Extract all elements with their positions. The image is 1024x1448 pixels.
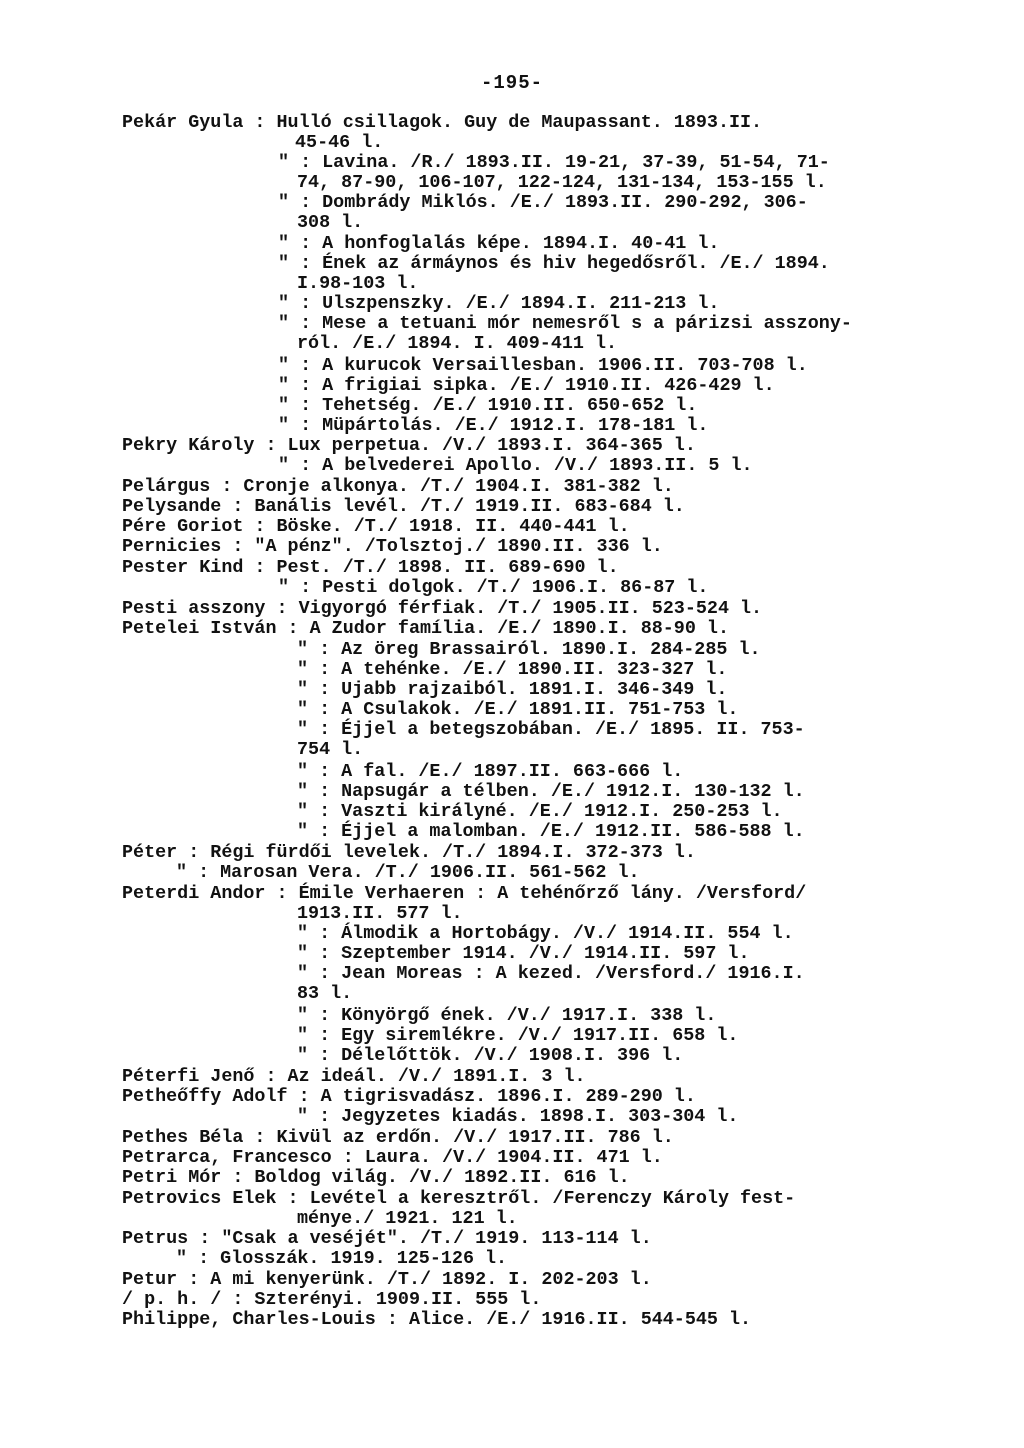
entry-line: " : A fal. /E./ 1897.II. 663-666 l.	[297, 761, 684, 782]
entry-line: Pekry Károly : Lux perpetua. /V./ 1893.I. 364-365 l.	[122, 435, 696, 456]
entry-line: Pére Goriot : Böske. /T./ 1918. II. 440-441 l.	[122, 516, 630, 537]
entry-line: " : Glosszák. 1919. 125-126 l.	[176, 1248, 508, 1269]
entry-line: 1913.II. 577 l.	[297, 903, 463, 924]
entry-line: Pernicies : "A pénz". /Tolsztoj./ 1890.II. 336 l.	[122, 536, 663, 557]
entry-line: " : Az öreg Brassairól. 1890.I. 284-285 l.	[297, 639, 761, 660]
entry-line: " : Müpártolás. /E./ 1912.I. 178-181 l.	[278, 415, 709, 436]
entry-line: Petrarca, Francesco : Laura. /V./ 1904.II. 471 l.	[122, 1147, 663, 1168]
entry-line: " : Marosan Vera. /T./ 1906.II. 561-562 l.	[176, 862, 640, 883]
page-number: -195-	[480, 72, 543, 94]
entry-line: Petrovics Elek : Levétel a keresztről. /Ferenczy Károly fest-	[122, 1188, 796, 1209]
entry-line: " : Egy siremlékre. /V./ 1917.II. 658 l.	[297, 1025, 739, 1046]
entry-line: " : A kurucok Versaillesban. 1906.II. 703-708 l.	[278, 355, 808, 376]
entry-line: " : Mese a tetuani mór nemesről s a párizsi asszony-	[278, 313, 852, 334]
entry-line: Petheőffy Adolf : A tigrisvadász. 1896.I. 289-290 l.	[122, 1086, 696, 1107]
entry-line: 83 l.	[297, 983, 353, 1004]
entry-line: " : Jegyzetes kiadás. 1898.I. 303-304 l.	[297, 1106, 739, 1127]
entry-line: " : Éjjel a betegszobában. /E./ 1895. II. 753-	[297, 719, 805, 740]
entry-line: Philippe, Charles-Louis : Alice. /E./ 1916.II. 544-545 l.	[122, 1309, 752, 1330]
entry-line: I.98-103 l.	[297, 273, 419, 294]
entry-line: " : Éjjel a malomban. /E./ 1912.II. 586-588 l.	[297, 821, 805, 842]
entry-line: " : Szeptember 1914. /V./ 1914.II. 597 l.	[297, 943, 750, 964]
entry-line: " : Napsugár a télben. /E./ 1912.I. 130-132 l.	[297, 781, 805, 802]
entry-line: Petur : A mi kenyerünk. /T./ 1892. I. 202-203 l.	[122, 1269, 652, 1290]
entry-line: Pekár Gyula : Hulló csillagok. Guy de Maupassant. 1893.II.	[122, 112, 763, 133]
entry-line: 74, 87-90, 106-107, 122-124, 131-134, 153-155 l.	[297, 172, 827, 193]
entry-line: " : A Csulakok. /E./ 1891.II. 751-753 l.	[297, 699, 739, 720]
entry-line: " : Vaszti királyné. /E./ 1912.I. 250-253 l.	[297, 801, 783, 822]
entry-line: " : Lavina. /R./ 1893.II. 19-21, 37-39, 51-54, 71-	[278, 152, 830, 173]
entry-line: " : Tehetség. /E./ 1910.II. 650-652 l.	[278, 395, 698, 416]
entry-line: Péterfi Jenő : Az ideál. /V./ 1891.I. 3 l.	[122, 1066, 586, 1087]
entry-line: ménye./ 1921. 121 l.	[297, 1208, 518, 1229]
entry-line: Petri Mór : Boldog világ. /V./ 1892.II. 616 l.	[122, 1167, 630, 1188]
entry-line: ról. /E./ 1894. I. 409-411 l.	[297, 333, 618, 354]
entry-line: Pester Kind : Pest. /T./ 1898. II. 689-690 l.	[122, 557, 619, 578]
entry-line: " : Könyörgő ének. /V./ 1917.I. 338 l.	[297, 1005, 717, 1026]
entry-line: " : A frigiai sipka. /E./ 1910.II. 426-429 l.	[278, 375, 775, 396]
entry-line: " : Ének az ármáynos és hiv hegedősről. /E./ 1894.	[278, 253, 830, 274]
entry-line: " : Jean Moreas : A kezed. /Versford./ 1916.I.	[297, 963, 805, 984]
entry-line: Pelysande : Banális levél. /T./ 1919.II. 683-684 l.	[122, 496, 685, 517]
entry-line: Pesti asszony : Vigyorgó férfiak. /T./ 1905.II. 523-524 l.	[122, 598, 763, 619]
entry-line: " : A honfoglalás képe. 1894.I. 40-41 l.	[278, 233, 720, 254]
entry-line: " : A tehénke. /E./ 1890.II. 323-327 l.	[297, 659, 728, 680]
entry-line: Peterdi Andor : Émile Verhaeren : A tehénőrző lány. /Versford/	[122, 883, 807, 904]
entry-line: " : Dombrády Miklós. /E./ 1893.II. 290-292, 306-	[278, 192, 808, 213]
entry-line: Petrus : "Csak a veséjét". /T./ 1919. 113-114 l.	[122, 1228, 652, 1249]
entry-line: " : Délelőttök. /V./ 1908.I. 396 l.	[297, 1045, 684, 1066]
entry-line: Pelárgus : Cronje alkonya. /T./ 1904.I. 381-382 l.	[122, 476, 674, 497]
entry-line: Péter : Régi fürdői levelek. /T./ 1894.I. 372-373 l.	[122, 842, 696, 863]
entry-line: / p. h. / : Szterényi. 1909.II. 555 l.	[122, 1289, 542, 1310]
entry-line: " : Ulszpenszky. /E./ 1894.I. 211-213 l.	[278, 293, 720, 314]
entry-line: " : Pesti dolgok. /T./ 1906.I. 86-87 l.	[278, 577, 709, 598]
entry-line: 308 l.	[297, 212, 364, 233]
entry-line: Pethes Béla : Kivül az erdőn. /V./ 1917.II. 786 l.	[122, 1127, 674, 1148]
entry-line: " : A belvederei Apollo. /V./ 1893.II. 5 l.	[278, 455, 753, 476]
entry-line: " : Álmodik a Hortobágy. /V./ 1914.II. 554 l.	[297, 923, 794, 944]
entry-line: 45-46 l.	[295, 132, 384, 153]
entry-line: 754 l.	[297, 739, 364, 760]
entry-line: Petelei István : A Zudor família. /E./ 1890.I. 88-90 l.	[122, 618, 729, 639]
entry-line: " : Ujabb rajzaiból. 1891.I. 346-349 l.	[297, 679, 728, 700]
